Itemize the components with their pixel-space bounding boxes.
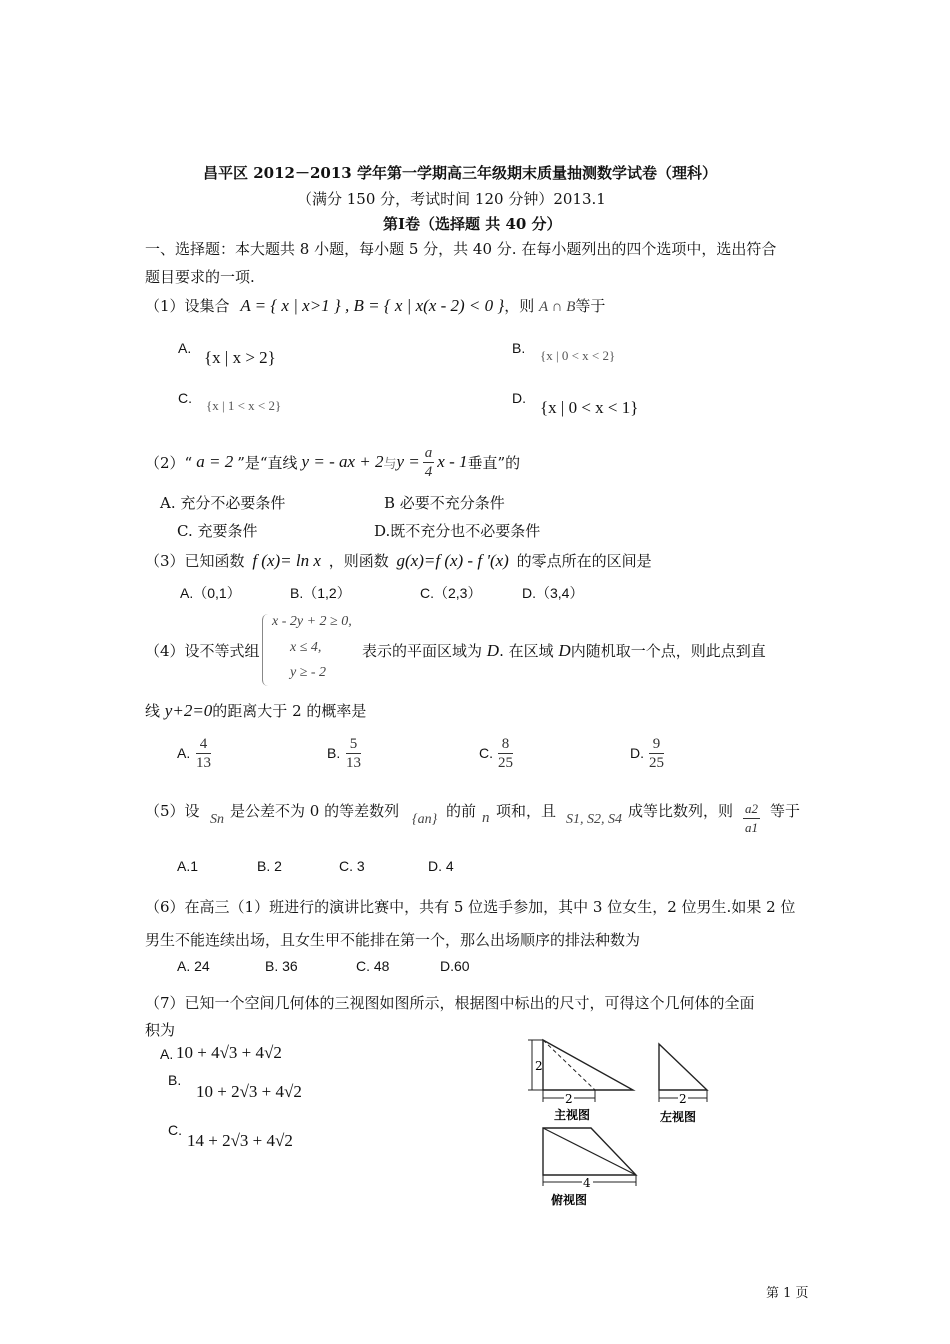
q4-option-b-label: B. [327,745,341,761]
q7-option-c-label: C. [168,1122,182,1138]
q4-ineq-2: x ≤ 4, [290,640,322,655]
q5-t3: 项和，且 [496,802,557,820]
q4-option-d-den: 25 [649,755,664,771]
q7-option-a-label: A. [160,1046,174,1062]
q2-prefix: （2）“ [145,453,193,472]
q1-option-c-label: C. [178,390,192,406]
q5-an: {an} [412,812,438,827]
q6-option-b: B. 36 [265,958,298,974]
q4-option-d [649,735,664,772]
q2-mid: ”是“直线 [237,453,298,472]
front-view-triangle [543,1040,633,1090]
three-view-figure [520,1030,720,1215]
q1-prefix: （1）设集合 [145,297,230,315]
q4-option-c-num: 8 [498,735,513,754]
q4-option-c-label: C. [479,745,493,761]
q5-frac-den: a1 [745,820,758,835]
q4-option-b [346,735,361,772]
q4-option-d-num: 9 [649,735,664,754]
top-view-diagonal [543,1128,636,1175]
q2-suffix: 垂直”的 [467,453,521,472]
q3-mid: ，则函数 [328,552,389,570]
q3-option-d: D.（3,4） [522,585,584,601]
side-view [659,1044,707,1124]
q4-ineq-3: y ≥ - 2 [290,665,327,680]
q2-yu: 与 [383,456,397,472]
q4-mid2: . 在区域 [499,642,554,660]
q5-frac-num: a2 [743,800,760,819]
top-view [543,1128,636,1207]
q7-option-a: 10 + 4√3 + 4√2 [176,1043,282,1062]
q4-d2: D [558,641,571,660]
q4-line2b: 的距离大于 2 的概率是 [212,702,367,720]
q2-line2b: x - 1 [437,452,468,471]
q7-option-b: 10 + 2√3 + 4√2 [196,1082,302,1101]
q2-option-c: C. 充要条件 [177,522,258,540]
q4-text [362,640,766,661]
q3-option-a: A.（0,1） [180,585,241,601]
q2-frac-num: a [424,444,433,461]
side-view-label: 左视图 [660,1110,697,1124]
q6-option-d: D.60 [440,958,470,974]
q5-sn: Sn [210,812,224,827]
q4-option-b-num: 5 [346,735,361,754]
q2-line2a: y = [396,452,420,471]
q5-option-b: B. 2 [257,858,282,874]
instructions-line-1: 一、选择题：本大题共 8 小题，每小题 5 分，共 40 分. 在每小题列出的四个选项中，选出符合 [145,240,777,258]
q7-option-c: 14 + 2√3 + 4√2 [187,1131,293,1150]
q1-option-d: {x | 0 < x < 1} [540,398,639,417]
q4-line2eq: y+2=0 [164,701,213,720]
top-view-label: 俯视图 [551,1193,588,1207]
q2-option-d: D.既不充分也不必要条件 [374,522,541,540]
q6-line-2: 男生不能连续出场，且女生甲不能排在第一个，那么出场顺序的排法种数为 [145,931,641,949]
q2-line1: y = - ax + 2 [301,452,384,471]
q5-n: n [482,810,490,826]
q4-option-a-den: 13 [196,755,211,771]
q4-option-b-den: 13 [346,755,361,771]
q6-option-a: A. 24 [177,958,210,974]
q5-option-c: C. 3 [339,858,365,874]
front-height-dim-label: 2 [535,1059,543,1073]
q4-option-c [498,735,513,772]
q1-option-d-label: D. [512,390,526,406]
q2-cond: a = 2 [196,452,234,471]
q1-option-a-label: A. [178,340,192,356]
q5-option-a: A.1 [177,858,199,874]
q2-frac-den: 4 [424,463,433,480]
q5-s: S1, S2, S4 [566,812,622,827]
q3-g: g(x)=f (x) - f '(x) [396,551,509,570]
q4-option-a [196,735,211,772]
q3-suffix: 的零点所在的区间是 [516,552,652,570]
q3-stem [145,550,652,571]
q1-option-a: {x | x > 2} [204,348,276,367]
q4-prefix: （4）设不等式组 [145,642,260,660]
q2-stem [145,440,520,484]
q4-option-a-label: A. [177,745,191,761]
q2-fraction [423,444,435,481]
q2-option-a: A. 充分不必要条件 [160,494,286,512]
q4-option-a-num: 4 [196,735,211,754]
q5-fraction [743,800,760,837]
q1-option-b: {x | 0 < x < 2} [540,348,616,363]
q1-suffix: 等于 [575,297,606,315]
side-view-triangle [659,1044,707,1090]
q7-line-2: 积为 [145,1021,176,1039]
q6-line-1: （6）在高三（1）班进行的演讲比赛中，共有 5 位选手参加，其中 3 位女生，2 位男生.如果 2 位 [145,898,796,916]
q4-ineq-1: x - 2y + 2 ≥ 0, [272,614,352,629]
q1-then: ，则 [504,297,535,315]
q5-t1: 是公差不为 0 的等差数列 [230,802,400,820]
q4-brace [262,614,269,686]
top-width-dim-label: 4 [583,1176,591,1190]
front-width-dim-label: 2 [565,1092,573,1106]
q1-sets: A = { x | x>1 } , B = { x | x(x - 2) < 0 } [240,296,505,315]
subtitle: （满分 150 分，考试时间 120 分钟）2013.1 [297,190,606,208]
q3-f: f (x)= ln x [252,551,321,570]
part-heading: 第Ⅰ卷（选择题 共 40 分） [383,215,562,233]
side-width-dim-label: 2 [679,1092,687,1106]
q3-option-c: C.（2,3） [420,585,482,601]
q4-line-2 [145,700,366,721]
q5-t2: 的前 [446,802,477,820]
q4-mid1: 表示的平面区域为 [362,642,483,660]
q5-option-d: D. 4 [428,858,454,874]
q1-expr: A ∩ B [538,299,576,315]
q3-prefix: （3）已知函数 [145,552,245,570]
q4-line2a: 线 [145,702,161,720]
q4-d1: D [486,641,500,660]
q3-option-b: B.（1,2） [290,585,351,601]
q4-option-c-den: 25 [498,755,513,771]
q1-option-b-label: B. [512,340,526,356]
q5-t4: 成等比数列，则 [628,802,734,820]
page-number: 第 1 页 [766,1286,809,1301]
q1-stem [145,295,605,316]
q4-mid3: 内随机取一个点，则此点到直 [570,642,766,660]
q5-prefix: （5）设 [145,802,200,820]
instructions-line-2: 题目要求的一项. [145,268,255,286]
front-view-label: 主视图 [554,1108,591,1122]
q7-line-1: （7）已知一个空间几何体的三视图如图所示，根据图中标出的尺寸，可得这个几何体的全面 [145,994,755,1012]
q7-option-b-label: B. [168,1072,182,1088]
q6-option-c: C. 48 [356,958,390,974]
q1-option-c: {x | 1 < x < 2} [206,398,282,413]
q2-option-b: B 必要不充分条件 [384,494,505,512]
q4-option-d-label: D. [630,745,644,761]
page-title: 昌平区 2012－2013 学年第一学期高三年级期末质量抽测数学试卷（理科） [203,164,717,182]
front-view [528,1040,633,1122]
q5-t5: 等于 [770,802,801,820]
